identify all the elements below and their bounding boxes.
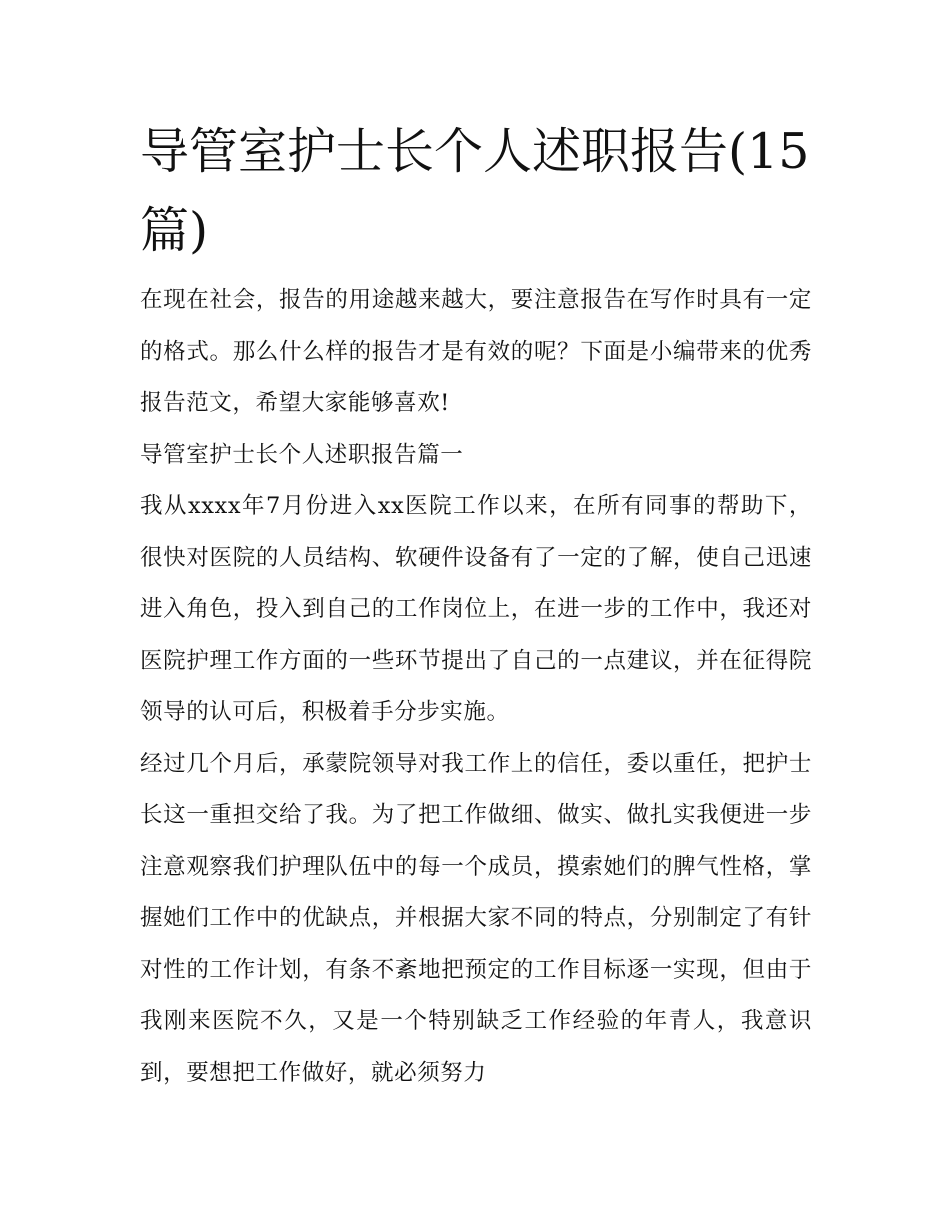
intro-paragraph: 在现在社会，报告的用途越来越大，要注意报告在写作时具有一定的格式。那么什么样的报告才是有效的呢？下面是小编带来的优秀报告范文，希望大家能够喜欢! [140, 287, 812, 416]
body-paragraph: 经过几个月后，承蒙院领导对我工作上的信任，委以重任，把护士长这一重担交给了我。为了把工作做细、做实、做扎实我便进一步注意观察我们护理队伍中的每一个成员，摸索她们的脾气性格，掌握她们工作中的优缺点，并根据大家不同的特点，分别制定了有针对性的工作计划，有条不紊地把预定的工作目标逐一实现，但由于我刚来医院不久，又是一个特别缺乏工作经验的年青人，我意识到，要想把工作做好，就必须努力 [140, 750, 812, 1086]
section-heading: 导管室护士长个人述职报告篇一 [140, 441, 464, 468]
body-paragraph: 我从xxxx年7月份进入xx医院工作以来，在所有同事的帮助下，很快对医院的人员结构、软硬件设备有了一定的了解，使自己迅速进入角色，投入到自己的工作岗位上，在进一步的工作中，我还对医院护理工作方面的一些环节提出了自己的一点建议，并在征得院领导的认可后，积极着手分步实施。 [140, 493, 812, 725]
document-body [140, 275, 812, 1099]
document-title: 导管室护士长个人述职报告(15篇) [140, 123, 810, 259]
